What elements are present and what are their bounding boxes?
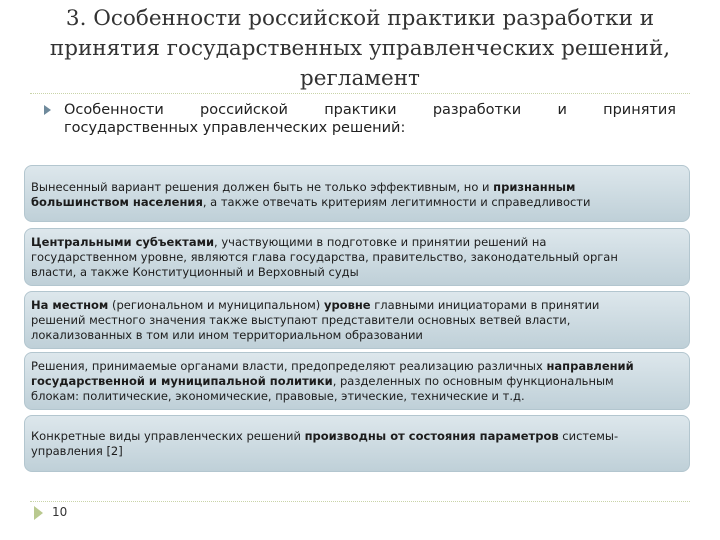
emphasis-text: государственной и муниципальной политики: [31, 374, 333, 388]
bullet-line-1: [64, 101, 676, 119]
title-divider: [30, 93, 690, 94]
info-box-line: [31, 429, 683, 444]
info-box-line: [31, 180, 683, 195]
info-box-2: [24, 228, 690, 286]
text-run: , участвующими в подготовке и принятии решений на: [214, 235, 547, 249]
slide-title-line-2: принятия государственных управленческих решений,: [49, 36, 671, 61]
bullet-word: принятия: [603, 102, 677, 118]
info-box-line: решений местного значения также выступают представители основных ветвей власти,: [31, 313, 571, 327]
slide-title-line-1: 3. Особенности российской практики разработки и: [65, 6, 655, 31]
slide-title: [40, 4, 680, 94]
bullet-word: разработки: [432, 102, 522, 118]
emphasis-text: Центральными субъектами: [31, 235, 215, 249]
info-box-5: [24, 415, 690, 472]
bullet-item: [44, 101, 676, 137]
emphasis-text: большинством населения: [31, 195, 203, 209]
text-run: , разделенных по основным функциональным: [332, 374, 614, 388]
info-box-line: [31, 359, 683, 374]
text-run: , а также отвечать критериям легитимности и справедливости: [202, 195, 591, 209]
text-run: (региональном и муниципальном): [108, 298, 324, 312]
triangle-right-icon: [34, 506, 43, 520]
bullet-word: и: [557, 102, 567, 118]
emphasis-text: признанным: [493, 180, 576, 194]
info-box-line: [31, 235, 683, 250]
info-box-line: государственном уровне, являются глава государства, правительство, законодательный орган: [31, 250, 618, 264]
bullet-text: [64, 101, 676, 137]
bullet-word: Особенности: [64, 102, 164, 118]
info-box-line: [31, 374, 683, 389]
text-run: Вынесенный вариант решения должен быть не только эффективным, но и: [31, 180, 494, 194]
info-box-3: [24, 291, 690, 349]
info-box-4: [24, 352, 690, 410]
info-box-line: власти, а также Конституционный и Верховный суды: [31, 265, 359, 279]
emphasis-text: направлений: [546, 359, 634, 373]
emphasis-text: производны от состояния параметров: [304, 429, 559, 443]
bullet-line-2: государственных управленческих решений:: [64, 120, 406, 136]
bullet-word: российской: [200, 102, 288, 118]
info-box-line: блокам: политические, экономические, правовые, этические, технические и т.д.: [31, 389, 525, 403]
text-run: Конкретные виды управленческих решений: [31, 429, 305, 443]
info-box-line: [31, 298, 683, 313]
slide-title-line-3: регламент: [300, 66, 420, 91]
footer-divider: [30, 501, 690, 502]
triangle-right-icon: [44, 105, 51, 115]
emphasis-text: На местном: [31, 298, 109, 312]
text-run: главными инициаторами в принятии: [370, 298, 600, 312]
bullet-word: практики: [324, 102, 397, 118]
info-box-line: [31, 195, 683, 210]
page-number: 10: [52, 505, 68, 519]
text-run: системы-: [558, 429, 619, 443]
info-box-line: локализованных в том или ином территориальном образовании: [31, 328, 423, 342]
text-run: Решения, принимаемые органами власти, предопределяют реализацию различных: [31, 359, 547, 373]
info-box-line: управления [2]: [31, 444, 123, 458]
emphasis-text: уровне: [323, 298, 371, 312]
info-box-1: [24, 165, 690, 222]
